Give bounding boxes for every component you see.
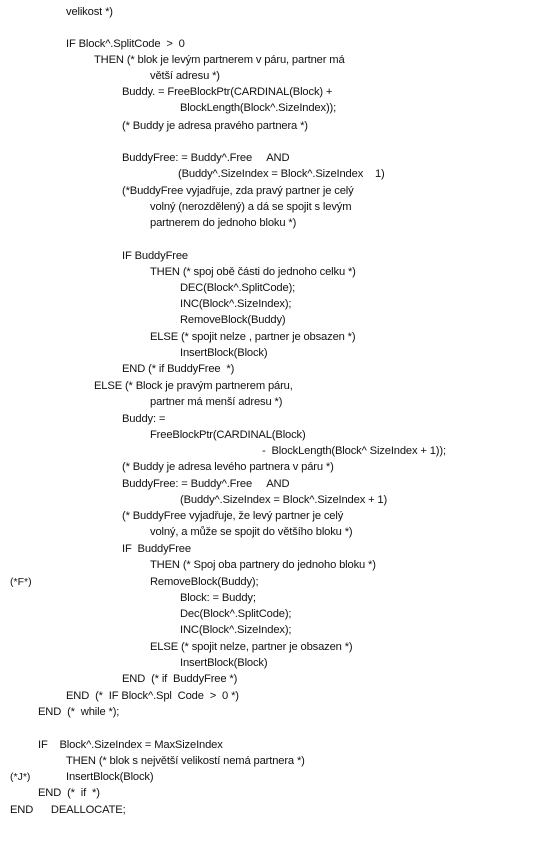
code-line: IF BuddyFree: [122, 250, 188, 262]
code-line: THEN (* blok je levým partnerem v páru, partner má: [94, 54, 345, 66]
code-line: Buddy. = FreeBlockPtr(CARDINAL(Block) +: [122, 86, 333, 98]
code-line: END (* while *);: [38, 706, 120, 718]
code-line: THEN (* spoj obě části do jednoho celku *): [150, 266, 356, 278]
code-line: (* Buddy je adresa pravého partnera *): [122, 120, 308, 132]
code-line: THEN (* Spoj oba partnery do jednoho bloku *): [150, 559, 376, 571]
code-line: volný, a může se spojit do většího bloku *): [150, 526, 353, 538]
code-line: IF Block^.SizeIndex = MaxSizeIndex: [38, 739, 223, 751]
code-line: INC(Block^.SizeIndex);: [180, 624, 292, 636]
code-line: IF BuddyFree: [122, 543, 191, 555]
code-line: InsertBlock(Block): [180, 347, 268, 359]
code-line: InsertBlock(Block): [66, 771, 154, 783]
code-line: DEC(Block^.SplitCode);: [180, 282, 296, 294]
code-line: IF Block^.SplitCode > 0: [66, 38, 185, 50]
code-line: BlockLength(Block^.SizeIndex));: [180, 102, 337, 114]
code-line: END (* if BuddyFree *): [122, 673, 238, 685]
code-line: (* BuddyFree vyjadřuje, že levý partner je celý: [122, 510, 344, 522]
code-line: větší adresu *): [150, 70, 220, 82]
code-line: partnerem do jednoho bloku *): [150, 217, 297, 229]
code-line: Dec(Block^.SplitCode);: [180, 608, 292, 620]
code-line: FreeBlockPtr(CARDINAL(Block): [150, 429, 306, 441]
code-line: RemoveBlock(Buddy): [180, 314, 286, 326]
code-line: InsertBlock(Block): [180, 657, 268, 669]
code-line: (Buddy^.SizeIndex = Block^.SizeIndex 1): [178, 168, 385, 180]
code-line: ELSE (* spojit nelze, partner je obsazen *): [150, 641, 353, 653]
code-line: (Buddy^.SizeIndex = Block^.SizeIndex + 1): [180, 494, 388, 506]
code-line: - BlockLength(Block^ SizeIndex + 1));: [262, 445, 446, 457]
code-line: INC(Block^.SizeIndex);: [180, 298, 292, 310]
code-line: velikost *): [66, 6, 113, 18]
margin-note: (*F*): [10, 576, 32, 588]
code-line: (* Buddy je adresa levého partnera v páru *): [122, 461, 334, 473]
code-line: BuddyFree: = Buddy^.Free AND: [122, 152, 290, 164]
code-line: END (* IF Block^.Spl Code > 0 *): [66, 690, 239, 702]
code-line: BuddyFree: = Buddy^.Free AND: [122, 478, 290, 490]
code-line: ELSE (* spojit nelze , partner je obsazen *): [150, 331, 356, 343]
code-line: volný (nerozdělený) a dá se spojit s levým: [150, 201, 352, 213]
code-line: ELSE (* Block je pravým partnerem páru,: [94, 380, 293, 392]
code-line: partner má menší adresu *): [150, 396, 283, 408]
code-line: END (* if BuddyFree *): [122, 363, 235, 375]
code-line: Buddy: =: [122, 413, 166, 425]
code-line: END (* if *): [38, 787, 100, 799]
code-line: THEN (* blok s největší velikostí nemá partnera *): [66, 755, 305, 767]
code-line: RemoveBlock(Buddy);: [150, 576, 259, 588]
margin-note: (*J*): [10, 771, 31, 783]
code-line: (*BuddyFree vyjadřuje, zda pravý partner je celý: [122, 185, 354, 197]
code-line: Block: = Buddy;: [180, 592, 256, 604]
code-line: END DEALLOCATE;: [10, 804, 126, 816]
